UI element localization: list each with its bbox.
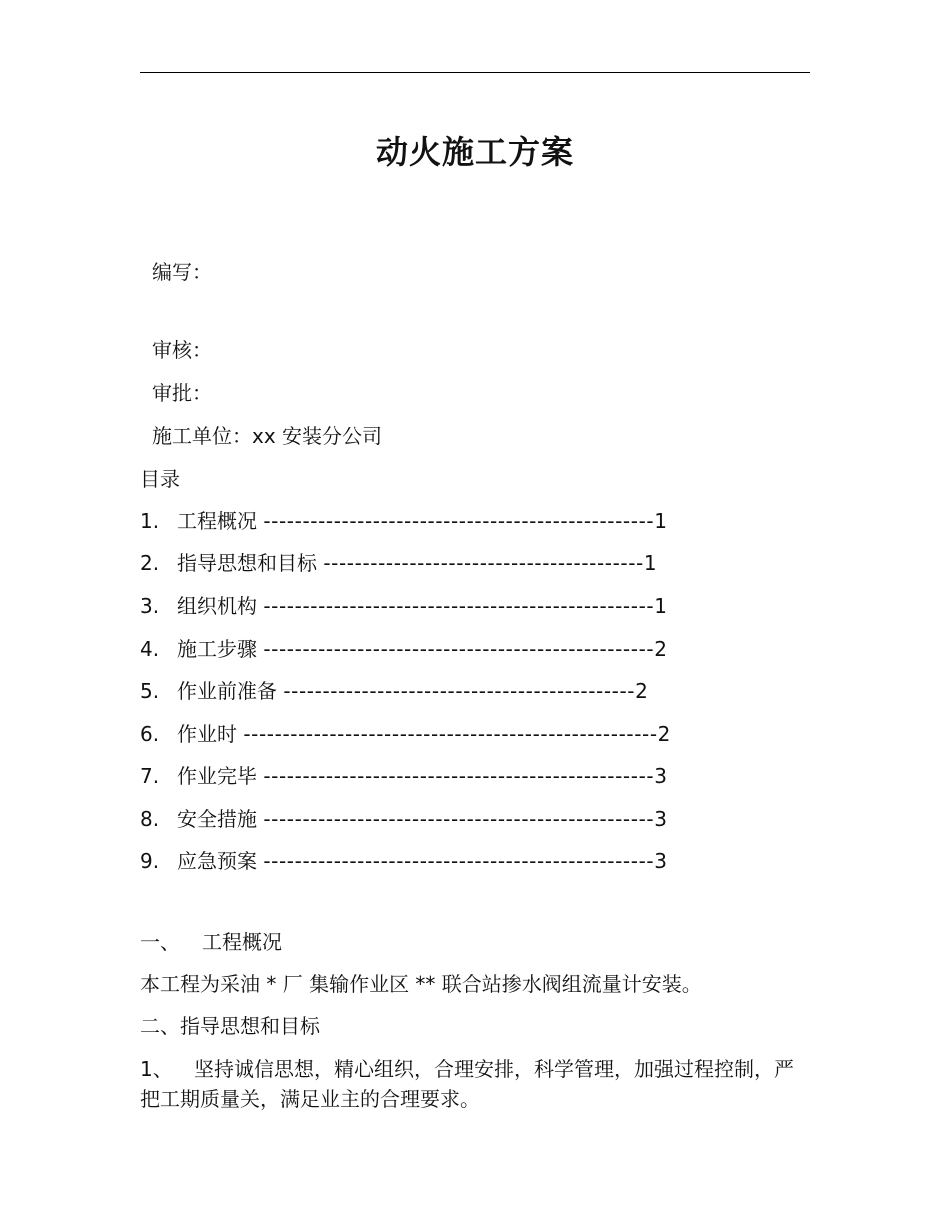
toc-item-leader: -------------------------------------------------- bbox=[263, 509, 655, 533]
toc-item-leader: -------------------------------------------------- bbox=[263, 594, 655, 618]
toc-item-leader: -------------------------------------------------- bbox=[263, 807, 655, 831]
section2-item1-text: 坚持诚信思想，精心组织，合理安排，科学管理，加强过程控制，严把工期质量关，满足业主的合理要求。 bbox=[140, 1057, 794, 1111]
toc-item-text: 作业完毕 bbox=[177, 764, 257, 788]
toc-item-page: 2 bbox=[657, 722, 671, 746]
field-approver: 审批： bbox=[152, 381, 212, 405]
toc-item-text: 安全措施 bbox=[177, 807, 257, 831]
section1-title: 工程概况 bbox=[202, 930, 282, 954]
toc-item bbox=[140, 677, 648, 705]
toc-item-number: 5. bbox=[140, 679, 160, 703]
toc-item-text: 组织机构 bbox=[177, 594, 257, 618]
toc-item bbox=[140, 549, 657, 577]
header-rule bbox=[140, 72, 810, 73]
toc-item-page: 1 bbox=[643, 551, 657, 575]
toc-item-page: 1 bbox=[654, 509, 667, 533]
toc-item-page: 3 bbox=[654, 849, 667, 873]
toc-item-leader: ----------------------------------------------------- bbox=[243, 722, 658, 746]
toc-item bbox=[140, 762, 667, 790]
toc-item-page: 3 bbox=[654, 764, 667, 788]
toc-item-page: 2 bbox=[654, 637, 667, 661]
toc-item-leader: -------------------------------------------------- bbox=[263, 849, 655, 873]
toc-item bbox=[140, 847, 667, 875]
toc-item-leader: -------------------------------------------------- bbox=[263, 637, 655, 661]
toc-item-text: 施工步骤 bbox=[177, 637, 257, 661]
field-author: 编写： bbox=[152, 260, 212, 284]
toc-item-text: 应急预案 bbox=[177, 849, 257, 873]
toc-item-number: 6. bbox=[140, 722, 160, 746]
section1-body: 本工程为采油 * 厂 集输作业区 ** 联合站掺水阀组流量计安装。 bbox=[140, 972, 702, 996]
toc-heading: 目录 bbox=[140, 467, 180, 491]
toc-item-page: 2 bbox=[635, 679, 648, 703]
toc-item-leader: --------------------------------------------- bbox=[283, 679, 636, 703]
toc-item-leader: -------------------------------------------------- bbox=[263, 764, 655, 788]
toc-item-leader: ----------------------------------------- bbox=[323, 551, 644, 575]
toc-item-number: 8. bbox=[140, 807, 160, 831]
toc-item bbox=[140, 635, 667, 663]
section2-item1 bbox=[140, 1054, 812, 1114]
toc-item bbox=[140, 507, 667, 535]
section2-item1-number: 1、 bbox=[140, 1057, 173, 1081]
toc-item-text: 作业前准备 bbox=[177, 679, 277, 703]
section1-heading bbox=[140, 928, 282, 956]
toc-item bbox=[140, 592, 667, 620]
field-reviewer: 审核： bbox=[152, 338, 212, 362]
toc-item-number: 2. bbox=[140, 551, 160, 575]
toc-item-number: 7. bbox=[140, 764, 160, 788]
toc-item-number: 3. bbox=[140, 594, 160, 618]
toc-item-number: 1. bbox=[140, 509, 160, 533]
toc-item bbox=[140, 720, 670, 748]
toc-item-page: 1 bbox=[654, 594, 667, 618]
toc-item-text: 作业时 bbox=[177, 722, 237, 746]
document-title: 动火施工方案 bbox=[375, 133, 574, 171]
toc-item-text: 工程概况 bbox=[177, 509, 257, 533]
toc-item-text: 指导思想和目标 bbox=[177, 551, 317, 575]
field-contractor: 施工单位：xx 安装分公司 bbox=[152, 424, 383, 448]
toc-item-number: 9. bbox=[140, 849, 160, 873]
toc-item bbox=[140, 805, 667, 833]
section2-heading: 二、指导思想和目标 bbox=[140, 1014, 320, 1038]
toc-item-page: 3 bbox=[654, 807, 667, 831]
section1-number: 一、 bbox=[140, 930, 180, 954]
toc-item-number: 4. bbox=[140, 637, 160, 661]
